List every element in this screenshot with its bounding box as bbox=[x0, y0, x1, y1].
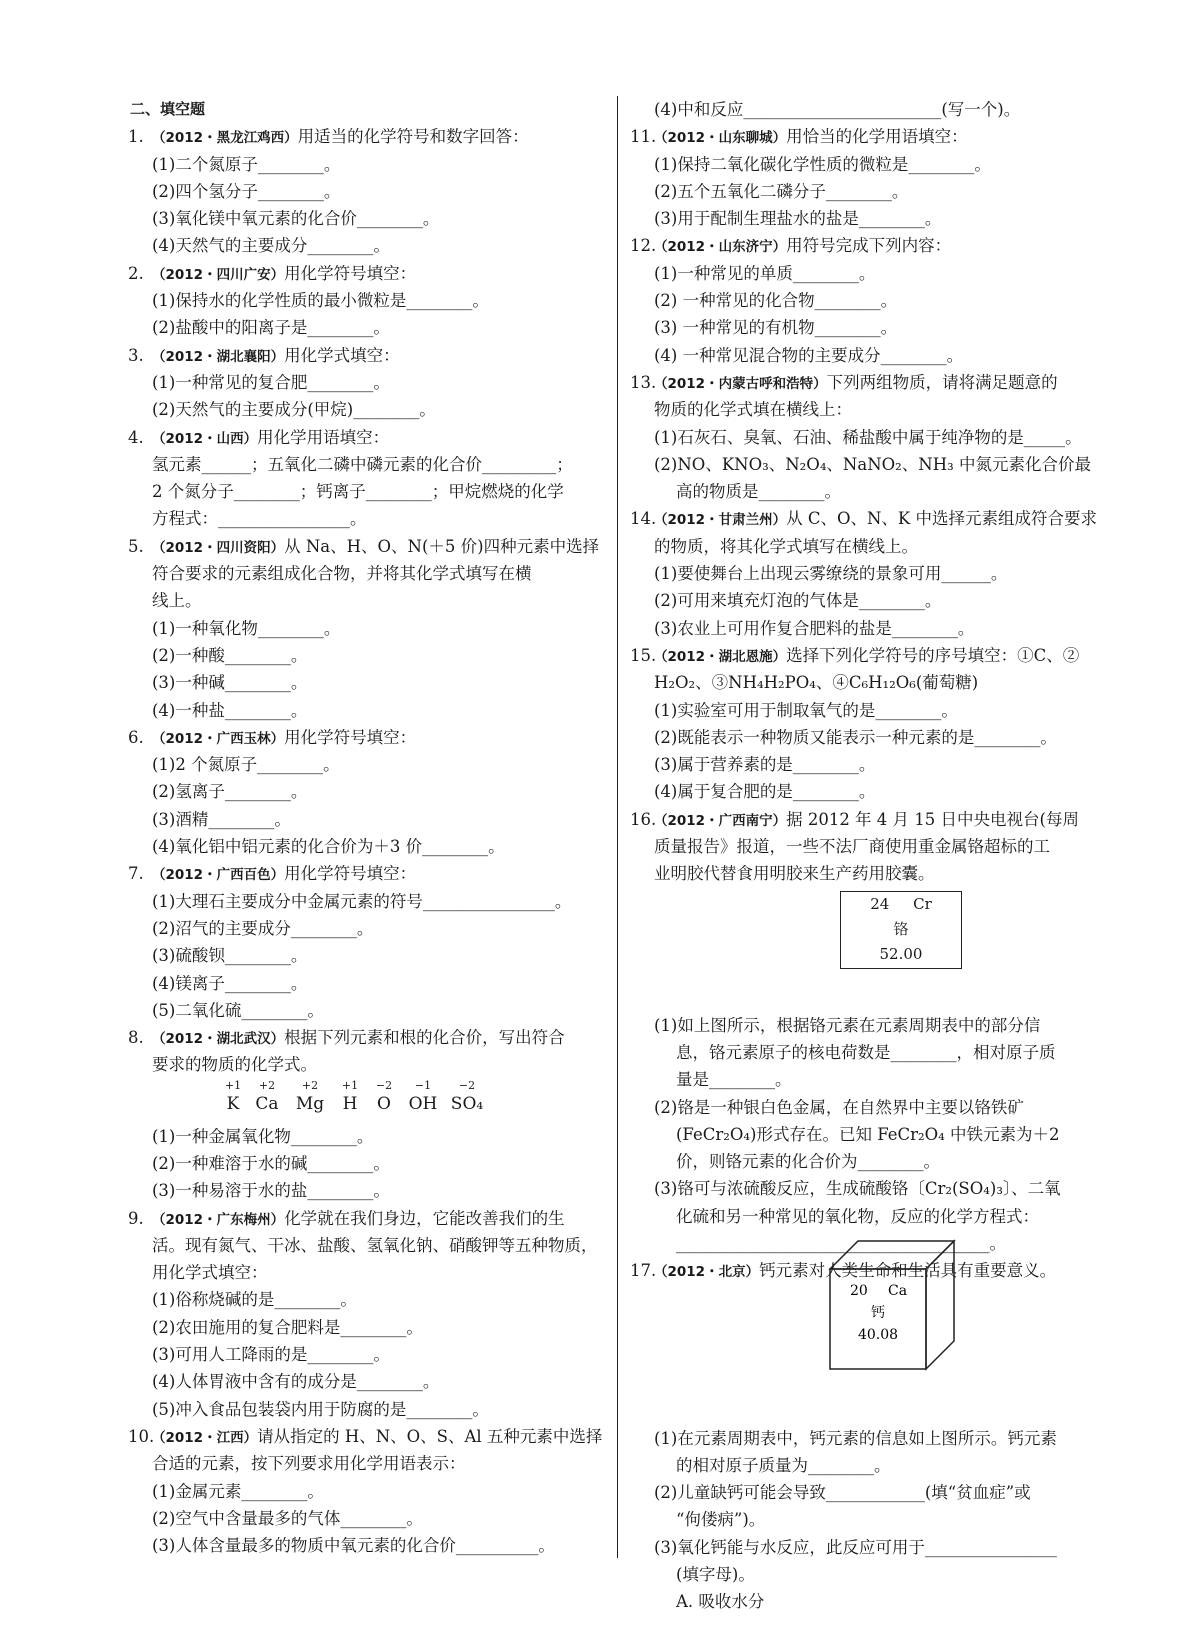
chromium-name: 铬 bbox=[893, 920, 909, 938]
line-text: (3)用于配制生理盐水的盐是________。 bbox=[654, 209, 942, 229]
chromium-symbol: Cr bbox=[913, 895, 932, 913]
line-text: 量是________。 bbox=[676, 1070, 792, 1090]
line-text: (4)属于复合肥的是________。 bbox=[654, 782, 876, 802]
question-text bbox=[152, 1423, 602, 1452]
valence-item bbox=[247, 1079, 287, 1115]
question-number: 16. bbox=[630, 809, 657, 829]
line-text: (2)NO、KNO₃、N₂O₄、NaNO₂、NH₃ 中氮元素化合价最 bbox=[654, 454, 1091, 474]
chromium-element-card bbox=[840, 891, 962, 969]
question-line bbox=[130, 942, 600, 969]
question-line bbox=[130, 369, 600, 396]
line-text: (1)如上图所示，根据铬元素在元素周期表中的部分信 bbox=[654, 1015, 1041, 1035]
question-stem bbox=[632, 505, 1112, 532]
calcium-name: 钙 bbox=[871, 1305, 885, 1321]
question-source: （2012・江西） bbox=[152, 1429, 258, 1446]
question-source: （2012・北京） bbox=[654, 1264, 760, 1281]
question-text bbox=[654, 806, 1079, 835]
line-text: (1)实验室可用于制取氧气的是________。 bbox=[654, 700, 958, 720]
line-text: 线上。 bbox=[152, 591, 202, 611]
valence-symbol-row bbox=[130, 1079, 600, 1123]
question-source: （2012・湖北襄阳） bbox=[152, 348, 285, 365]
valence-symbol: K bbox=[226, 1093, 240, 1114]
question-stem bbox=[632, 123, 1112, 150]
question-prompt: 从 Na、H、O、N(＋5 价)四种元素中选择 bbox=[284, 536, 600, 556]
question-line bbox=[130, 232, 600, 259]
question-text bbox=[654, 369, 1058, 398]
question-source: （2012・山东济宁） bbox=[654, 239, 787, 256]
question-line bbox=[130, 1123, 600, 1150]
line-text: (1)2 个氮原子________。 bbox=[152, 755, 340, 775]
line-text: 符合要求的元素组成化合物，并将其化学式填写在横 bbox=[152, 564, 532, 584]
question-line bbox=[130, 615, 600, 642]
question-line bbox=[130, 970, 600, 997]
question-line bbox=[632, 860, 1112, 887]
valence-item bbox=[447, 1079, 487, 1115]
question-number: 11. bbox=[630, 127, 657, 147]
line-text: (5)冲入食品包装袋内用于防腐的是________。 bbox=[152, 1399, 489, 1419]
question-source: （2012・山西） bbox=[152, 430, 258, 447]
line-text: (1)石灰石、臭氧、石油、稀盐酸中属于纯净物的是_____。 bbox=[654, 427, 1082, 447]
chromium-mass: 52.00 bbox=[879, 945, 923, 963]
question-prompt: 用化学符号填空： bbox=[284, 864, 417, 884]
question-line bbox=[632, 669, 1112, 696]
question-line bbox=[130, 451, 600, 478]
line-text: (2)空气中含量最多的气体________。 bbox=[152, 1508, 423, 1528]
question-line bbox=[632, 314, 1112, 341]
question-prompt: 用适当的化学符号和数字回答： bbox=[297, 127, 529, 147]
question-number: 7. bbox=[128, 864, 144, 884]
question-number: 2. bbox=[128, 263, 144, 283]
question-text bbox=[152, 260, 416, 289]
line-text: 的物质，将其化学式填写在横线上。 bbox=[654, 536, 918, 556]
question-text bbox=[152, 1024, 565, 1053]
question-line bbox=[130, 997, 600, 1024]
line-text: (2)儿童缺钙可能会导致____________(填“贫血症”或 bbox=[654, 1483, 1031, 1503]
question-prompt: 从 C、O、N、K 中选择元素组成符合要求 bbox=[786, 509, 1097, 529]
valence-value: +1 bbox=[224, 1078, 242, 1092]
question-number: 1. bbox=[128, 127, 144, 147]
question-line bbox=[632, 560, 1112, 587]
question-line bbox=[130, 505, 600, 532]
line-text: (2) 一种常见的化合物________。 bbox=[654, 291, 898, 311]
question-line bbox=[130, 833, 600, 860]
question-prompt: 下列两组物质，请将满足题意的 bbox=[826, 372, 1058, 392]
valence-item bbox=[364, 1079, 404, 1115]
question-line bbox=[632, 1039, 1112, 1066]
line-text: 质量报告》报道，一些不法厂商使用重金属铬超标的工 bbox=[654, 837, 1050, 857]
question-line bbox=[130, 560, 600, 587]
right-column bbox=[632, 96, 1112, 1616]
line-text: 合适的元素，按下列要求用化学用语表示： bbox=[152, 1454, 466, 1474]
line-text: (1)俗称烧碱的是________。 bbox=[152, 1290, 357, 1310]
question-line bbox=[632, 751, 1112, 778]
question-number: 9. bbox=[128, 1208, 144, 1228]
question-stem bbox=[632, 806, 1112, 833]
question-line bbox=[632, 96, 1112, 123]
question-line bbox=[130, 915, 600, 942]
question-number: 14. bbox=[630, 509, 657, 529]
question-prompt: 用恰当的化学用语填空： bbox=[786, 127, 968, 147]
column-divider bbox=[617, 96, 618, 1558]
question-number: 6. bbox=[128, 727, 144, 747]
question-line bbox=[130, 1314, 600, 1341]
line-text: (2)氢离子________。 bbox=[152, 782, 308, 802]
question-line bbox=[632, 342, 1112, 369]
question-stem bbox=[632, 642, 1112, 669]
question-line bbox=[632, 396, 1112, 423]
question-line bbox=[632, 697, 1112, 724]
question-prompt: 根据下列元素和根的化合价，写出符合 bbox=[284, 1028, 565, 1048]
valence-value: −2 bbox=[375, 1078, 393, 1092]
question-stem bbox=[130, 1205, 600, 1232]
line-text: (2)既能表示一种物质又能表示一种元素的是________。 bbox=[654, 727, 1057, 747]
line-text: (4)中和反应________________________(写一个)。 bbox=[654, 100, 1021, 119]
question-stem bbox=[130, 1024, 600, 1051]
line-text: (2)五个五氧化二磷分子________。 bbox=[654, 181, 909, 201]
line-text: (FeCr₂O₄)形式存在。已知 FeCr₂O₄ 中铁元素为＋2 bbox=[676, 1124, 1060, 1144]
question-line bbox=[130, 1259, 600, 1286]
question-number: 5. bbox=[128, 536, 144, 556]
line-text: H₂O₂、③NH₄H₂PO₄、④C₆H₁₂O₆(葡萄糖) bbox=[654, 673, 979, 693]
line-text: (4)天然气的主要成分________。 bbox=[152, 236, 390, 256]
valence-value: +2 bbox=[258, 1078, 276, 1092]
question-prompt: 请从指定的 H、N、O、S、Al 五种元素中选择 bbox=[257, 1426, 603, 1446]
line-text: 高的物质是________。 bbox=[676, 482, 841, 502]
line-text: (3)氧化镁中氧元素的化合价________。 bbox=[152, 209, 440, 229]
question-text bbox=[654, 123, 968, 152]
line-text: 方程式：________________。 bbox=[152, 509, 367, 529]
question-line bbox=[130, 1286, 600, 1313]
question-stem bbox=[130, 860, 600, 887]
line-text: (1)金属元素________。 bbox=[152, 1481, 324, 1501]
line-text: (3)一种碱________。 bbox=[152, 673, 308, 693]
line-text: (1)二个氮原子________。 bbox=[152, 154, 341, 174]
line-text: (4)人体胃液中含有的成分是________。 bbox=[152, 1372, 440, 1392]
line-text: (2)一种难溶于水的碱________。 bbox=[152, 1153, 390, 1173]
line-text: 价，则铬元素的化合价为________。 bbox=[676, 1152, 940, 1172]
question-line bbox=[632, 1534, 1112, 1561]
question-prompt: 用化学用语填空： bbox=[257, 427, 390, 447]
line-text: (4)一种盐________。 bbox=[152, 700, 308, 720]
valence-symbol: H bbox=[342, 1093, 358, 1114]
line-text: (5)二氧化硫________。 bbox=[152, 1000, 324, 1020]
valence-value: +1 bbox=[341, 1078, 359, 1092]
question-number: 10. bbox=[128, 1426, 155, 1446]
question-source: （2012・四川广安） bbox=[152, 266, 285, 283]
question-number: 17. bbox=[630, 1261, 657, 1281]
question-line bbox=[130, 1232, 600, 1259]
line-text: (填字母)。 bbox=[676, 1565, 755, 1585]
line-text: (4)氧化铝中铝元素的化合价为＋3 价________。 bbox=[152, 837, 505, 857]
question-text bbox=[152, 123, 529, 152]
question-stem bbox=[632, 232, 1112, 259]
question-source: （2012・山东聊城） bbox=[654, 130, 787, 147]
question-line bbox=[130, 587, 600, 614]
question-source: （2012・甘肃兰州） bbox=[654, 512, 787, 529]
valence-value: −2 bbox=[458, 1078, 476, 1092]
valence-item bbox=[403, 1079, 443, 1115]
question-text bbox=[152, 724, 416, 753]
question-line bbox=[632, 1452, 1112, 1479]
line-text: (1)一种金属氧化物________。 bbox=[152, 1126, 374, 1146]
question-line bbox=[632, 1066, 1112, 1093]
question-line bbox=[632, 451, 1112, 478]
line-text: 物质的化学式填在横线上： bbox=[654, 400, 852, 420]
question-line bbox=[130, 396, 600, 423]
question-source: （2012・湖北武汉） bbox=[152, 1031, 285, 1048]
line-text: (2)盐酸中的阳离子是________。 bbox=[152, 318, 390, 338]
question-text bbox=[152, 533, 599, 562]
line-text: 活。现有氮气、干冰、盐酸、氢氧化钠、硝酸钾等五种物质， bbox=[152, 1235, 598, 1255]
question-source: （2012・广西玉林） bbox=[152, 730, 285, 747]
question-source: （2012・内蒙古呼和浩特） bbox=[654, 375, 827, 392]
left-question-list bbox=[128, 123, 603, 1559]
question-line bbox=[632, 1121, 1112, 1148]
question-source: （2012・湖北恩施） bbox=[654, 648, 787, 665]
line-text: (3)铬可与浓硫酸反应，生成硫酸铬〔Cr₂(SO₄)₃〕、二氧 bbox=[654, 1179, 1061, 1199]
question-line bbox=[632, 260, 1112, 287]
question-line bbox=[632, 615, 1112, 642]
question-line bbox=[130, 697, 600, 724]
question-source: （2012・广东梅州） bbox=[152, 1211, 285, 1228]
line-text: (2)一种酸________。 bbox=[152, 645, 308, 665]
question-line bbox=[130, 751, 600, 778]
question-prompt: 选择下列化学符号的序号填空：①C、② bbox=[786, 645, 1080, 665]
line-text: 2 个氮分子________；钙离子________；甲烷燃烧的化学 bbox=[152, 482, 564, 502]
line-text: (1)要使舞台上出现云雾缭绕的景象可用______。 bbox=[654, 564, 1008, 584]
question-number: 4. bbox=[128, 427, 144, 447]
question-line bbox=[632, 178, 1112, 205]
line-text: (4)镁离子________。 bbox=[152, 973, 308, 993]
valence-symbol: Ca bbox=[255, 1093, 279, 1114]
question-line bbox=[632, 205, 1112, 232]
question-stem bbox=[130, 724, 600, 751]
line-text: A. 吸收水分 bbox=[676, 1592, 765, 1612]
question-prompt: 用化学符号填空： bbox=[284, 263, 417, 283]
valence-symbol: O bbox=[377, 1093, 391, 1114]
question-line bbox=[130, 1532, 600, 1559]
line-text: 业明胶代替食用明胶来生产药用胶囊。 bbox=[654, 864, 935, 884]
valence-symbol: Mg bbox=[295, 1093, 325, 1114]
line-text: (1)一种常见的单质________。 bbox=[654, 263, 876, 283]
question-line bbox=[130, 1478, 600, 1505]
question-prompt: 据 2012 年 4 月 15 日中央电视台(每周 bbox=[786, 809, 1079, 829]
question-line bbox=[130, 806, 600, 833]
question-text bbox=[152, 860, 416, 889]
cube-drawing bbox=[826, 1233, 986, 1373]
line-text: 要求的物质的化学式。 bbox=[152, 1055, 317, 1075]
question-line bbox=[130, 1150, 600, 1177]
line-text: (4) 一种常见混合物的主要成分________。 bbox=[654, 345, 964, 365]
line-text: (1)大理石主要成分中金属元素的符号________________。 bbox=[152, 891, 572, 911]
calcium-atomic-number: 20 bbox=[850, 1283, 868, 1299]
valence-symbol: SO₄ bbox=[450, 1093, 484, 1114]
question-line bbox=[632, 1588, 1112, 1615]
question-line bbox=[130, 1177, 600, 1204]
question-prompt: 用化学符号填空： bbox=[284, 727, 417, 747]
line-text: (2)沼气的主要成分________。 bbox=[152, 918, 374, 938]
line-text: 化硫和另一种常见的氧化物，反应的化学方程式： bbox=[676, 1206, 1039, 1226]
line-text: 用化学式填空： bbox=[152, 1263, 268, 1283]
question-stem bbox=[130, 260, 600, 287]
line-text: (2)铬是一种银白色金属，在自然界中主要以铬铁矿 bbox=[654, 1097, 1024, 1117]
question-line bbox=[130, 1368, 600, 1395]
valence-value: +2 bbox=[301, 1078, 319, 1092]
valence-value: −1 bbox=[414, 1078, 432, 1092]
question-line bbox=[130, 478, 600, 505]
question-text bbox=[152, 342, 400, 371]
chromium-atomic-number: 24 bbox=[870, 895, 890, 913]
left-column bbox=[128, 96, 603, 1559]
question-stem bbox=[130, 533, 600, 560]
question-line bbox=[130, 778, 600, 805]
question-number: 13. bbox=[630, 372, 657, 392]
line-text: (3)属于营养素的是________。 bbox=[654, 755, 876, 775]
question-stem bbox=[130, 123, 600, 150]
line-text: (3)农业上可用作复合肥料的盐是________。 bbox=[654, 618, 975, 638]
question-line bbox=[130, 1051, 600, 1078]
question-number: 3. bbox=[128, 345, 144, 365]
calcium-mass: 40.08 bbox=[857, 1327, 899, 1343]
question-text bbox=[152, 424, 389, 453]
question-line bbox=[632, 1012, 1112, 1039]
line-text: (1)一种常见的复合肥________。 bbox=[152, 372, 390, 392]
question-source: （2012・广西百色） bbox=[152, 867, 285, 884]
question-line bbox=[632, 424, 1112, 451]
question-line bbox=[632, 287, 1112, 314]
question-source: （2012・黑龙江鸡西） bbox=[152, 130, 298, 147]
question-line bbox=[632, 1094, 1112, 1121]
question-source: （2012・广西南宁） bbox=[654, 812, 787, 829]
line-text: (3)硫酸钡________。 bbox=[152, 946, 308, 966]
question-text bbox=[152, 1205, 565, 1234]
valence-item bbox=[290, 1079, 330, 1115]
question-line bbox=[632, 724, 1112, 751]
question-line bbox=[632, 151, 1112, 178]
question-prompt: 用符号完成下列内容： bbox=[786, 236, 952, 256]
question-line bbox=[632, 587, 1112, 614]
right-question-list-bottom bbox=[632, 1425, 1112, 1616]
question-stem bbox=[128, 1423, 603, 1450]
question-line bbox=[632, 833, 1112, 860]
question-line bbox=[632, 1479, 1112, 1506]
question-number: 8. bbox=[128, 1028, 144, 1048]
line-text: “佝偻病”)。 bbox=[676, 1510, 766, 1530]
line-text: (2)四个氢分子________。 bbox=[152, 181, 341, 201]
line-text: 息，铬元素原子的核电荷数是________，相对原子质 bbox=[676, 1042, 1056, 1062]
question-line bbox=[130, 1396, 600, 1423]
line-text: (2)天然气的主要成分(甲烷)________。 bbox=[152, 400, 436, 420]
question-line bbox=[632, 778, 1112, 805]
question-line bbox=[130, 1505, 600, 1532]
question-line bbox=[632, 533, 1112, 560]
question-line bbox=[130, 1450, 600, 1477]
question-stem bbox=[130, 424, 600, 451]
line-text: (3)可用人工降雨的是________。 bbox=[152, 1345, 390, 1365]
question-prompt: 化学就在我们身边，它能改善我们的生 bbox=[284, 1208, 565, 1228]
line-text: (3)人体含量最多的物质中氧元素的化合价__________。 bbox=[152, 1536, 555, 1556]
line-text: 氢元素______；五氧化二磷中磷元素的化合价_________； bbox=[152, 454, 573, 474]
valence-symbol: OH bbox=[408, 1093, 438, 1114]
question-number: 12. bbox=[630, 236, 657, 256]
question-text bbox=[654, 232, 951, 261]
question-source: （2012・四川资阳） bbox=[152, 539, 285, 556]
line-text: (3) 一种常见的有机物________。 bbox=[654, 318, 898, 338]
calcium-symbol: Ca bbox=[888, 1283, 908, 1299]
line-text: 的相对原子质量为________。 bbox=[676, 1455, 891, 1475]
question-line bbox=[130, 642, 600, 669]
question-stem bbox=[130, 342, 600, 369]
question-line bbox=[130, 1341, 600, 1368]
question-line bbox=[632, 1175, 1112, 1202]
line-text: ______________________________________。 bbox=[676, 1233, 1006, 1253]
question-line bbox=[130, 287, 600, 314]
line-text: (3)酒精________。 bbox=[152, 809, 291, 829]
line-text: (3)氧化钙能与水反应，此反应可用于________________ bbox=[654, 1537, 1057, 1557]
line-text: (2)农田施用的复合肥料是________。 bbox=[152, 1317, 423, 1337]
question-line bbox=[632, 1425, 1112, 1452]
question-line bbox=[130, 205, 600, 232]
question-line bbox=[130, 669, 600, 696]
question-stem bbox=[632, 369, 1112, 396]
question-line bbox=[130, 151, 600, 178]
question-text bbox=[654, 642, 1079, 671]
section-title: 二、填空题 bbox=[130, 100, 206, 118]
question-line bbox=[632, 1203, 1112, 1230]
line-text: (2)可用来填充灯泡的气体是________。 bbox=[654, 591, 942, 611]
question-line bbox=[632, 1561, 1112, 1588]
question-prompt: 钙元素对人类生命和生活具有重要意义。 bbox=[759, 1261, 1057, 1281]
line-text: (1)在元素周期表中，钙元素的信息如上图所示。钙元素 bbox=[654, 1428, 1057, 1448]
line-text: (1)保持水的化学性质的最小微粒是________。 bbox=[152, 291, 489, 311]
chromium-number-symbol bbox=[841, 892, 961, 917]
line-text: (1)一种氧化物________。 bbox=[152, 618, 341, 638]
question-line bbox=[632, 1148, 1112, 1175]
question-line bbox=[130, 888, 600, 915]
question-line bbox=[130, 314, 600, 341]
question-line bbox=[632, 478, 1112, 505]
line-text: (3)一种易溶于水的盐________。 bbox=[152, 1181, 390, 1201]
question-line bbox=[130, 178, 600, 205]
question-text bbox=[654, 505, 1097, 534]
calcium-element-cube bbox=[826, 1233, 986, 1373]
question-prompt: 用化学式填空： bbox=[284, 345, 400, 365]
question-line bbox=[632, 1506, 1112, 1533]
line-text: (1)保持二氧化碳化学性质的微粒是________。 bbox=[654, 154, 991, 174]
question-number: 15. bbox=[630, 645, 657, 665]
right-question-list-top bbox=[632, 96, 1112, 888]
